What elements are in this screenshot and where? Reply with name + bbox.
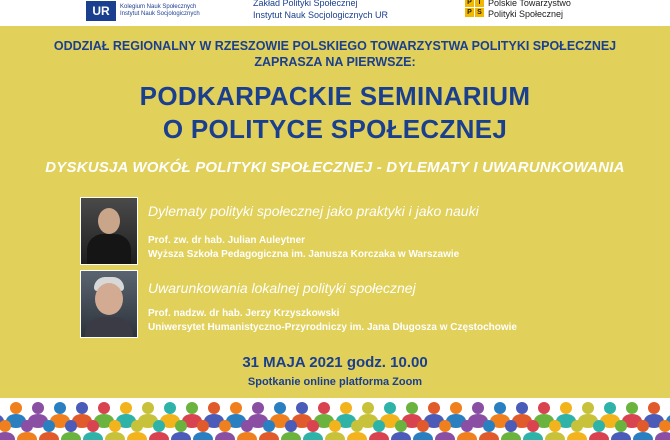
organizer-line1: ODDZIAŁ REGIONALNY W RZESZOWIE POLSKIEGO TOWARZYSTWA POLITYKI SPOŁECZNEJ xyxy=(53,39,617,53)
university-logo-line1: Kolegium Nauk Społecznych xyxy=(120,4,197,10)
crowd-body xyxy=(61,432,81,440)
crowd-head xyxy=(549,420,561,432)
crowd-head xyxy=(472,402,484,414)
crowd-head xyxy=(153,420,165,432)
crowd-head xyxy=(87,420,99,432)
crowd-head xyxy=(175,420,187,432)
university-logo xyxy=(86,0,200,22)
crowd-body xyxy=(479,432,499,440)
crowd-head xyxy=(263,420,275,432)
logo-strip xyxy=(0,0,670,26)
ptps-logo xyxy=(465,0,571,20)
crowd-body xyxy=(149,432,169,440)
crowd-head xyxy=(219,420,231,432)
title-line2: O POLITYCE SPOŁECZNEJ xyxy=(162,114,508,144)
crowd-head xyxy=(65,420,77,432)
crowd-head xyxy=(450,402,462,414)
crowd-head xyxy=(560,402,572,414)
crowd-head xyxy=(307,420,319,432)
department-logo-text xyxy=(253,0,388,21)
organizer-line2: ZAPRASZA NA PIERWSZE: xyxy=(254,55,416,69)
talk-title-1: Dylematy polityki społecznej jako praktyki i jako nauki xyxy=(148,203,479,219)
crowd-head xyxy=(417,420,429,432)
speaker-affiliation-2: Uniwersytet Humanistyczno-Przyrodniczy im. Jana Długosza w Częstochowie xyxy=(148,322,517,333)
crowd-body xyxy=(127,432,147,440)
event-venue: Spotkanie online platforma Zoom xyxy=(247,376,423,388)
crowd-body xyxy=(237,432,257,440)
crowd-head xyxy=(120,402,132,414)
crowd-head xyxy=(43,420,55,432)
crowd-head xyxy=(186,402,198,414)
crowd-head xyxy=(604,402,616,414)
crowd-body xyxy=(413,432,433,440)
crowd-body xyxy=(0,432,15,440)
speaker-name-1: Prof. zw. dr hab. Julian Auleytner xyxy=(148,235,306,246)
university-logo-mark: UR xyxy=(86,1,116,21)
speaker-info-2 xyxy=(148,307,517,335)
crowd-head xyxy=(340,402,352,414)
event-date: 31 MAJA 2021 godz. 10.00 xyxy=(242,354,428,371)
crowd-head xyxy=(285,420,297,432)
ptps-line1: Polskie Towarzystwo xyxy=(488,0,571,8)
crowd-head xyxy=(208,402,220,414)
crowd-head xyxy=(230,402,242,414)
crowd-head xyxy=(483,420,495,432)
speaker-affiliation-1: Wyższa Szkoła Pedagogiczna im. Janusza Korczaka w Warszawie xyxy=(148,249,460,260)
speaker-info-1 xyxy=(148,234,459,262)
university-logo-line2: Instytut Nauk Socjologicznych xyxy=(120,11,200,17)
crowd-body xyxy=(545,432,565,440)
crowd-body xyxy=(633,432,653,440)
crowd-head xyxy=(32,402,44,414)
decorative-crowd-illustration xyxy=(0,398,670,440)
crowd-head xyxy=(274,402,286,414)
crowd-head xyxy=(109,420,121,432)
crowd-head xyxy=(142,402,154,414)
crowd-head xyxy=(505,420,517,432)
crowd-head xyxy=(197,420,209,432)
crowd-head xyxy=(252,402,264,414)
title-line1: PODKARPACKIE SEMINARIUM xyxy=(139,81,531,111)
crowd-body xyxy=(325,432,345,440)
crowd-head xyxy=(329,420,341,432)
event-title xyxy=(0,80,670,146)
crowd-head xyxy=(351,420,363,432)
crowd-head xyxy=(76,402,88,414)
crowd-body xyxy=(457,432,477,440)
crowd-head xyxy=(648,402,660,414)
crowd-head xyxy=(637,420,649,432)
crowd-body xyxy=(303,432,323,440)
crowd-body xyxy=(105,432,125,440)
crowd-head xyxy=(538,402,550,414)
crowd-head xyxy=(571,420,583,432)
crowd-head xyxy=(98,402,110,414)
crowd-head xyxy=(615,420,627,432)
crowd-head xyxy=(54,402,66,414)
crowd-body xyxy=(435,432,455,440)
ptps-logo-mark: P T P S xyxy=(465,0,484,20)
crowd-head xyxy=(593,420,605,432)
crowd-head xyxy=(406,402,418,414)
crowd-body xyxy=(17,432,37,440)
department-line2: Instytut Nauk Socjologicznych UR xyxy=(253,10,389,20)
crowd-head xyxy=(461,420,473,432)
crowd-head xyxy=(384,402,396,414)
crowd-head xyxy=(373,420,385,432)
speaker-photo-auleytner xyxy=(80,197,138,265)
crowd-body xyxy=(567,432,587,440)
crowd-head xyxy=(164,402,176,414)
crowd-head xyxy=(428,402,440,414)
crowd-body xyxy=(391,432,411,440)
crowd-head xyxy=(582,402,594,414)
crowd-body xyxy=(611,432,631,440)
crowd-body xyxy=(281,432,301,440)
crowd-body xyxy=(501,432,521,440)
crowd-body xyxy=(347,432,367,440)
crowd-body xyxy=(523,432,543,440)
crowd-head xyxy=(527,420,539,432)
crowd-body xyxy=(259,432,279,440)
speaker-name-2: Prof. nadzw. dr hab. Jerzy Krzyszkowski xyxy=(148,308,340,319)
crowd-body xyxy=(83,432,103,440)
crowd-head xyxy=(318,402,330,414)
crowd-body xyxy=(655,432,670,440)
crowd-head xyxy=(362,402,374,414)
crowd-head xyxy=(241,420,253,432)
crowd-head xyxy=(494,402,506,414)
crowd-body xyxy=(39,432,59,440)
talk-title-2: Uwarunkowania lokalnej polityki społecznej xyxy=(148,280,416,296)
crowd-body xyxy=(369,432,389,440)
department-line1: Zakład Polityki Społecznej xyxy=(253,0,358,8)
crowd-head xyxy=(296,402,308,414)
crowd-head xyxy=(395,420,407,432)
crowd-body xyxy=(171,432,191,440)
crowd-head xyxy=(131,420,143,432)
organizer-header xyxy=(0,38,670,70)
crowd-head xyxy=(516,402,528,414)
crowd-head xyxy=(626,402,638,414)
crowd-head xyxy=(439,420,451,432)
ptps-line2: Polityki Społecznej xyxy=(488,9,564,19)
crowd-body xyxy=(589,432,609,440)
crowd-head xyxy=(21,420,33,432)
speaker-photo-krzyszkowski xyxy=(80,270,138,338)
event-subtitle: DYSKUSJA WOKÓŁ POLITYKI SPOŁECZNEJ - DYLEMATY I UWARUNKOWANIA xyxy=(45,159,625,176)
crowd-illustration xyxy=(0,398,670,440)
crowd-body xyxy=(215,432,235,440)
crowd-body xyxy=(193,432,213,440)
crowd-head xyxy=(10,402,22,414)
